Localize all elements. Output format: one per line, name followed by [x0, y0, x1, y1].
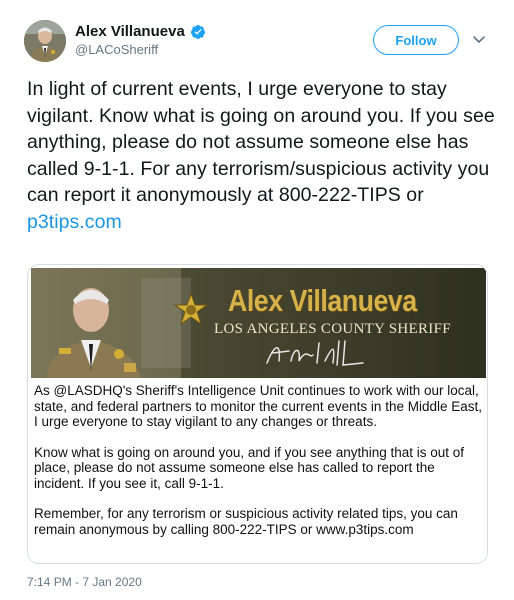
name-row — [75, 23, 206, 40]
signature-icon — [263, 339, 373, 369]
card-paragraph-1: As @LASDHQ's Sheriff's Intelligence Unit continues to work with our local, state, and federal partners to monitor the current events in the Middle East, I urge everyone to stay vigilant to any changes or threats. — [34, 383, 482, 429]
verified-badge-icon — [190, 24, 206, 40]
tweet-body: In light of current events, I urge everyone to stay vigilant. Know what is going on around you. If you see anything, please do not assume someone else has called 9-1-1. For any terrorism/suspicious activity you can report it anonymously at 800-222-TIPS or — [27, 78, 495, 206]
user-handle[interactable]: @LACoSheriff — [75, 42, 159, 57]
avatar-photo-icon — [24, 20, 66, 62]
chevron-down-icon[interactable] — [471, 31, 487, 47]
tweet-timestamp[interactable]: 7:14 PM - 7 Jan 2020 — [27, 575, 142, 589]
follow-button[interactable]: Follow — [373, 25, 459, 55]
banner-title: Alex Villanueva — [228, 283, 417, 318]
tweet-text — [27, 76, 497, 235]
card-paragraph-3: Remember, for any terrorism or suspicious activity related tips, you can remain anonymous by calling 800-222-TIPS or www.p3tips.com — [34, 506, 458, 537]
tweet-header — [0, 0, 514, 70]
card-paragraph-2: Know what is going on around you, and if you see anything that is out of place, please do not assume someone else has called to report the incident. If you see it, call 9-1-1. — [34, 444, 465, 491]
signature-image — [263, 339, 373, 374]
card-body — [34, 383, 482, 552]
avatar[interactable] — [24, 20, 66, 62]
tweet-link[interactable]: p3tips.com — [27, 210, 122, 233]
banner-subtitle: LOS ANGELES COUNTY SHERIFF — [214, 321, 451, 337]
media-card[interactable] — [27, 264, 488, 564]
display-name[interactable]: Alex Villanueva — [75, 23, 185, 40]
